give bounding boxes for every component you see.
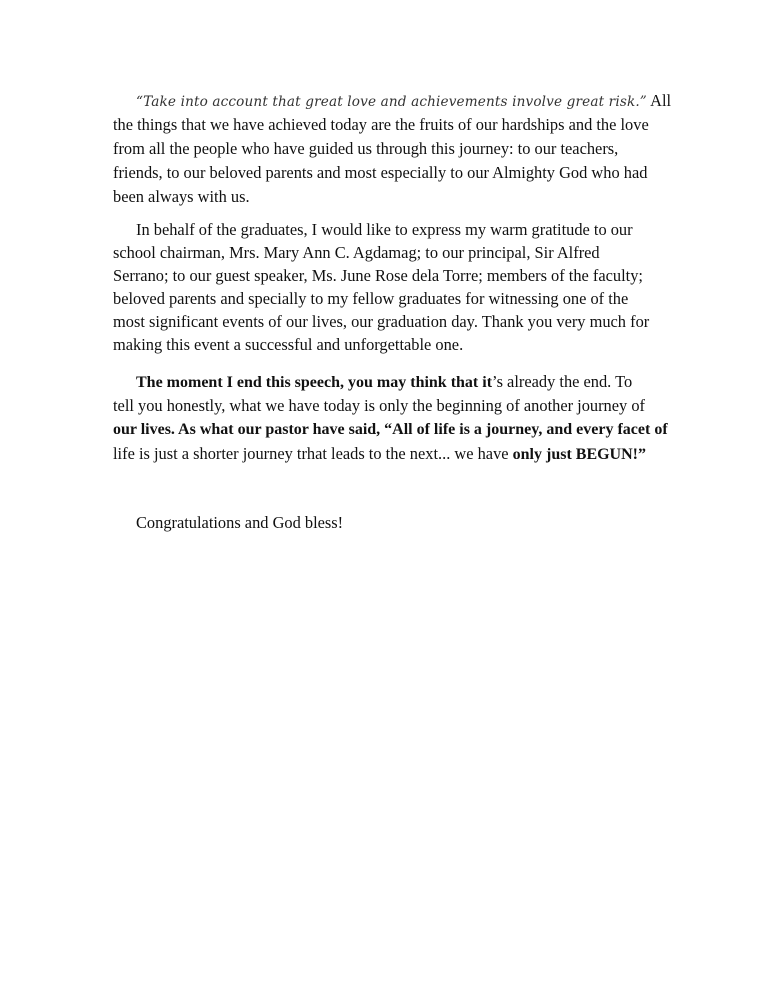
text-line: been always with us. [113, 187, 250, 206]
text-line: Serrano; to our guest speaker, Ms. June Rose dela Torre; members of the faculty; [113, 266, 643, 285]
text-line [136, 91, 671, 112]
text-line: from all the people who have guided us through this journey: to our teachers, [113, 139, 619, 158]
text-line-bold: our lives. As what our pastor have said, “All of life is a journey, and every facet of [113, 421, 668, 438]
quote-italic: “Take into account that great love and achievements involve great risk.” [136, 94, 647, 110]
text-line: school chairman, Mrs. Mary Ann C. Agdamag; to our principal, Sir Alfred [113, 243, 600, 262]
text-line: beloved parents and specially to my fellow graduates for witnessing one of the [113, 289, 629, 308]
text-line [136, 372, 632, 393]
text-line: tell you honestly, what we have today is only the beginning of another journey of [113, 396, 645, 415]
bold-segment: only just BEGUN!” [512, 446, 646, 463]
text-line: friends, to our beloved parents and most especially to our Almighty God who had [113, 163, 648, 182]
text-segment: All [646, 91, 672, 110]
text-line: most significant events of our lives, our graduation day. Thank you very much for [113, 312, 650, 331]
bold-segment: The moment I end this speech, you may think that it [136, 374, 493, 391]
text-line [113, 444, 646, 465]
text-line: the things that we have achieved today are the fruits of our hardships and the love [113, 115, 649, 134]
text-segment: ’s already the end. To [492, 372, 633, 391]
text-line: making this event a successful and unforgettable one. [113, 335, 464, 354]
text-line: Congratulations and God bless! [136, 513, 344, 532]
text-segment: life is just a shorter journey trhat leads to the next... we have [113, 444, 513, 463]
text-line: In behalf of the graduates, I would like to express my warm gratitude to our [136, 220, 633, 239]
